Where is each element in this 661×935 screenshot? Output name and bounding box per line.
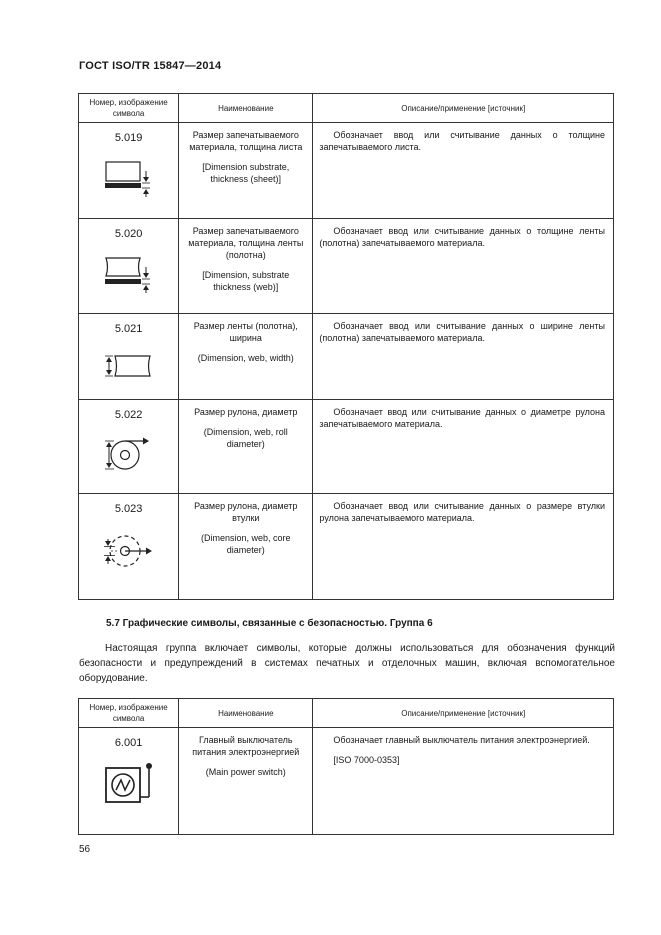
substrate-thickness-web-icon: [101, 254, 157, 294]
symbol-description: Обозначает главный выключатель питания электроэнергией.: [333, 735, 590, 745]
symbol-number: 5.023: [114, 503, 143, 515]
column-header-description: Описание/применение [источник]: [313, 94, 614, 123]
section-title: 5.7 Графические символы, связанные с безопасностью. Группа 6: [106, 618, 433, 629]
roll-diameter-icon: [101, 435, 157, 475]
column-header-number: Номер, изображение символа: [79, 699, 179, 728]
symbol-name-ru: Размер рулона, диаметр: [194, 407, 298, 417]
symbol-description: Обозначает ввод или считывание данных о толщине запечатываемого листа.: [319, 130, 605, 152]
symbol-number: 5.021: [114, 323, 143, 335]
table-row: [79, 494, 614, 600]
symbol-name-ru: Размер рулона, диаметр втулки: [194, 501, 298, 523]
table-row: [79, 314, 614, 400]
symbol-number: 5.019: [114, 132, 143, 144]
symbol-name-en: [Dimension, substrate thickness (web)]: [202, 270, 290, 292]
symbols-table-group6: [78, 698, 614, 835]
symbol-description: Обозначает ввод или считывание данных о диаметре рулона запечатываемого материала.: [319, 407, 605, 429]
web-width-icon: [101, 351, 157, 383]
symbol-name-en: [Dimension substrate, thickness (sheet)]: [202, 162, 290, 184]
substrate-thickness-sheet-icon: [101, 158, 157, 198]
table-row: [79, 728, 614, 835]
symbol-name-ru: Размер запечатываемого материала, толщина ленты (полотна): [188, 226, 304, 260]
core-diameter-icon: [101, 531, 157, 571]
main-power-switch-icon: [99, 759, 159, 809]
symbol-name-ru: Размер ленты (полотна), ширина: [193, 321, 298, 343]
symbol-description: Обозначает ввод или считывание данных о размере втулки рулона запечатываемого материала.: [319, 501, 605, 523]
symbol-description: Обозначает ввод или считывание данных о толщине ленты (полотна) запечатываемого материала.: [319, 226, 605, 248]
symbol-name-en: (Dimension, web, core diameter): [201, 533, 291, 555]
symbol-name-en: (Main power switch): [205, 767, 286, 777]
section-intro: Настоящая группа включает символы, которые должны использоваться для обозначения функций безопасности и предупреждений в системах печатных и отделочных машин, включая вспомогательное оборудование.: [79, 643, 615, 684]
table-header-row: [79, 94, 614, 123]
symbol-name-en: (Dimension, web, width): [197, 353, 294, 363]
symbol-name-ru: Размер запечатываемого материала, толщина листа: [189, 130, 303, 152]
table-row: [79, 123, 614, 219]
symbol-number: 5.020: [114, 228, 143, 240]
column-header-name: Наименование: [179, 699, 313, 728]
page-number: 56: [79, 844, 91, 855]
symbol-source: [ISO 7000-0353]: [333, 755, 400, 765]
table-header-row: [79, 699, 614, 728]
symbol-number: 6.001: [114, 737, 143, 749]
column-header-number: Номер, изображение символа: [79, 94, 179, 123]
symbol-description: Обозначает ввод или считывание данных о ширине ленты (полотна) запечатываемого материала.: [319, 321, 605, 343]
table-row: [79, 400, 614, 494]
column-header-description: Описание/применение [источник]: [313, 699, 614, 728]
symbols-table-group5: [78, 93, 614, 600]
column-header-name: Наименование: [179, 94, 313, 123]
table-row: [79, 219, 614, 314]
symbol-number: 5.022: [114, 409, 143, 421]
symbol-name-en: (Dimension, web, roll diameter): [203, 427, 288, 449]
document-standard-code: ГОСТ ISO/TR 15847—2014: [79, 60, 222, 72]
symbol-name-ru: Главный выключатель питания электроэнергией: [192, 735, 300, 757]
